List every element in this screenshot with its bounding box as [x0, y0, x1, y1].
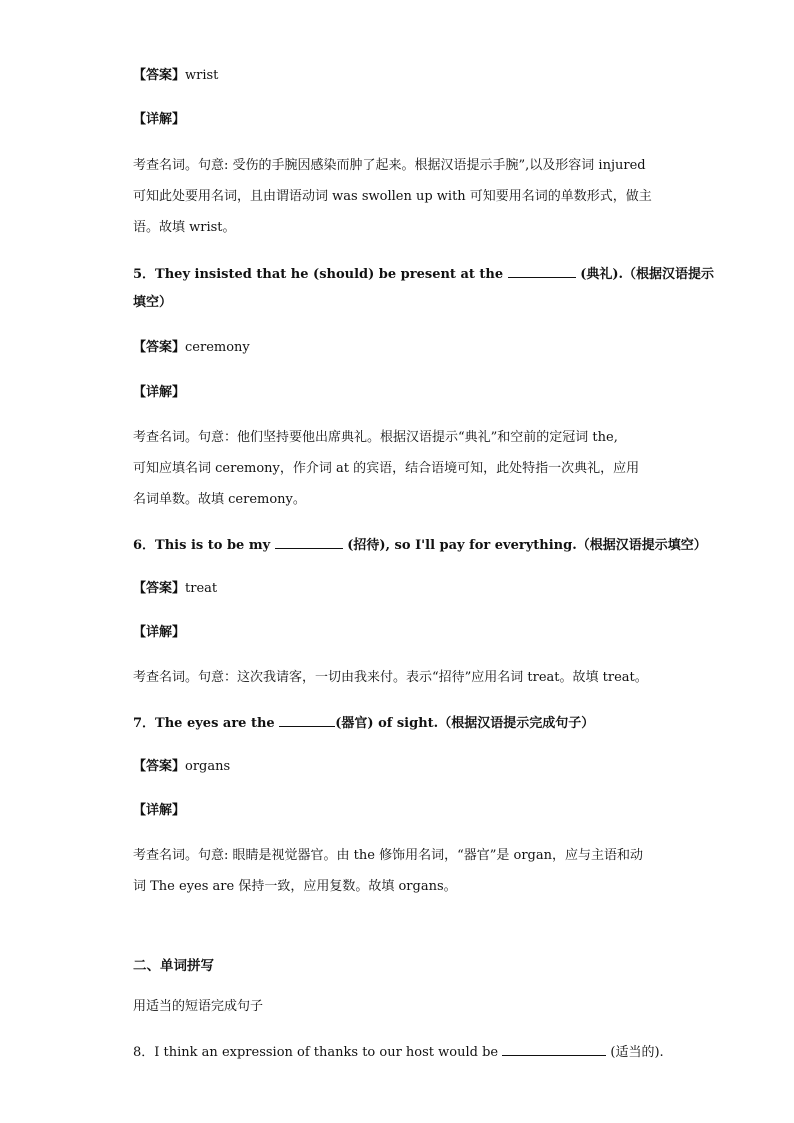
answer-blank	[279, 712, 335, 727]
question-text-before: I think an expression of thanks to our host would be	[154, 1045, 499, 1060]
detail-label: 【详解】	[133, 112, 186, 127]
question-8	[133, 1041, 676, 1063]
answer-line	[133, 338, 676, 358]
answer-blank	[502, 1041, 606, 1056]
question-text-after: (招待), so I'll pay for everything.（根据汉语提示填空）	[347, 538, 707, 553]
detail-line: 考查名词。句意: 眼睛是视觉器官。由 the 修饰用名词，“器官”是 organ，应与主语和动	[133, 848, 643, 863]
answer-line	[133, 66, 676, 86]
answer-label: 【答案】	[133, 340, 186, 355]
question-number: 6．	[133, 538, 156, 553]
answer-text: organs	[185, 759, 231, 774]
answer-blank	[508, 263, 576, 278]
detail-label: 【详解】	[133, 385, 186, 400]
detail-label: 【详解】	[133, 625, 186, 640]
question-text-after: (典礼).（根据汉语提示	[580, 267, 715, 282]
question-number: 5．	[133, 267, 156, 282]
question-number: 7．	[133, 716, 156, 731]
detail-line: 考查名词。句意：这次我请客，一切由我来付。表示“招待”应用名词 treat。故填 treat。	[133, 670, 648, 685]
answer-text: ceremony	[185, 340, 250, 355]
answer-line	[133, 579, 676, 599]
answer-label: 【答案】	[133, 68, 186, 83]
section-heading: 二、单词拼写	[133, 958, 214, 974]
detail-label: 【详解】	[133, 803, 186, 818]
answer-text: wrist	[185, 68, 219, 83]
detail-line: 考查名词。句意：他们坚持要他出席典礼。根据汉语提示“典礼”和空前的定冠词 the,	[133, 430, 618, 445]
question-text-after: (适当的).	[610, 1045, 664, 1060]
question-text-after: (器官) of sight.（根据汉语提示完成句子）	[335, 716, 595, 731]
question-text-before: This is to be my	[155, 538, 271, 553]
section-instruction: 用适当的短语完成句子	[133, 999, 264, 1014]
question-text-before: The eyes are the	[155, 716, 275, 731]
question-7	[133, 712, 676, 734]
question-text-before: They insisted that he (should) be present at the	[155, 267, 504, 282]
question-number: 8．	[133, 1045, 155, 1060]
answer-text: treat	[185, 581, 218, 596]
detail-line: 语。故填 wrist。	[133, 220, 236, 235]
question-6	[133, 534, 707, 556]
question-5-cont: 填空）	[133, 295, 173, 310]
detail-line: 可知此处要用名词，且由谓语动词 was swollen up with 可知要用名词的单数形式，做主	[133, 189, 652, 204]
answer-label: 【答案】	[133, 581, 186, 596]
answer-blank	[275, 534, 343, 549]
detail-line: 可知应填名词 ceremony，作介词 at 的宾语，结合语境可知，此处特指一次典礼，应用	[133, 461, 640, 476]
question-5	[133, 263, 715, 285]
detail-line: 考查名词。句意: 受伤的手腕因感染而肿了起来。根据汉语提示手腕”,以及形容词 injured	[133, 158, 646, 173]
detail-line: 词 The eyes are 保持一致，应用复数。故填 organs。	[133, 879, 457, 894]
answer-label: 【答案】	[133, 759, 186, 774]
detail-line: 名词单数。故填 ceremony。	[133, 492, 306, 507]
answer-line	[133, 757, 676, 777]
